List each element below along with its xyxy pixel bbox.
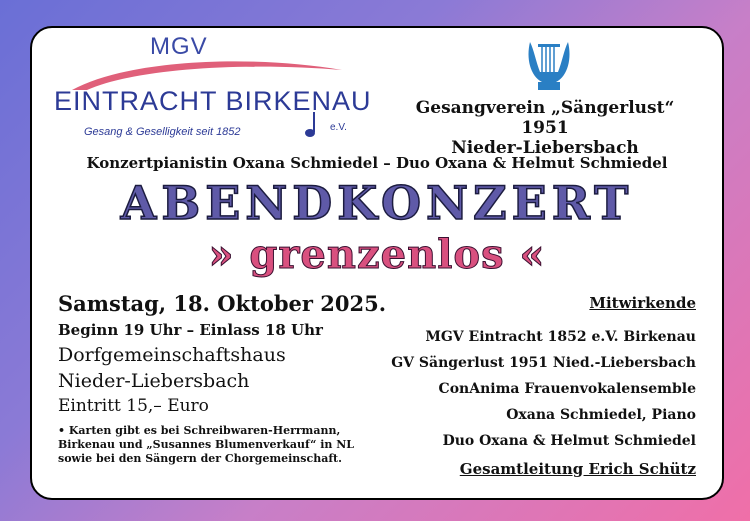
music-note-icon <box>302 110 322 140</box>
performer-item: MGV Eintracht 1852 e.V. Birkenau <box>425 329 696 345</box>
ticket-note-line2: Birkenau und „Susannes Blumenverkauf“ in NL <box>58 438 355 451</box>
logo-ev-text: e.V. <box>330 122 347 133</box>
event-venue-line2: Nieder-Liebersbach <box>58 370 250 392</box>
performers-heading: Mitwirkende <box>589 294 696 312</box>
club-name-line1: Gesangverein „Sängerlust“ 1951 <box>415 98 675 138</box>
performer-item: GV Sängerlust 1951 Nied.-Liebersbach <box>391 355 696 371</box>
performer-item: Duo Oxana & Helmut Schmiedel <box>442 433 696 449</box>
motto: » grenzenlos « <box>208 231 546 278</box>
event-details <box>58 290 388 466</box>
logo-mgv-text: MGV <box>150 33 208 60</box>
logo-subtitle: Gesang & Geselligkeit seit 1852 <box>84 126 241 138</box>
performer-subtitle: Konzertpianistin Oxana Schmiedel – Duo Oxana & Helmut Schmiedel <box>86 154 668 172</box>
event-venue-line1: Dorfgemeinschaftshaus <box>58 344 286 366</box>
lyre-icon <box>524 38 574 94</box>
ticket-note-line3: sowie bei den Sängern der Chorgemeinschaft. <box>58 452 342 465</box>
ticket-note <box>58 424 388 466</box>
ticket-note-line1: • Karten gibt es bei Schreibwaren-Herrmann, <box>58 424 341 437</box>
logo-main-text: EINTRACHT BIRKENAU <box>54 86 372 116</box>
overall-direction: Gesamtleitung Erich Schütz <box>459 460 696 478</box>
event-time: Beginn 19 Uhr – Einlass 18 Uhr <box>58 321 323 339</box>
club-name <box>400 98 690 158</box>
poster-card <box>30 26 724 500</box>
club-name-line2: Nieder-Liebersbach <box>451 138 639 158</box>
event-date: Samstag, 18. Oktober 2025. <box>58 291 387 316</box>
page-title: ABENDKONZERT <box>120 176 634 230</box>
performers-list <box>366 294 696 478</box>
event-entry-price: Eintritt 15,– Euro <box>58 396 209 416</box>
performer-item: ConAnima Frauenvokalensemble <box>438 381 696 397</box>
performer-item: Oxana Schmiedel, Piano <box>506 407 696 423</box>
